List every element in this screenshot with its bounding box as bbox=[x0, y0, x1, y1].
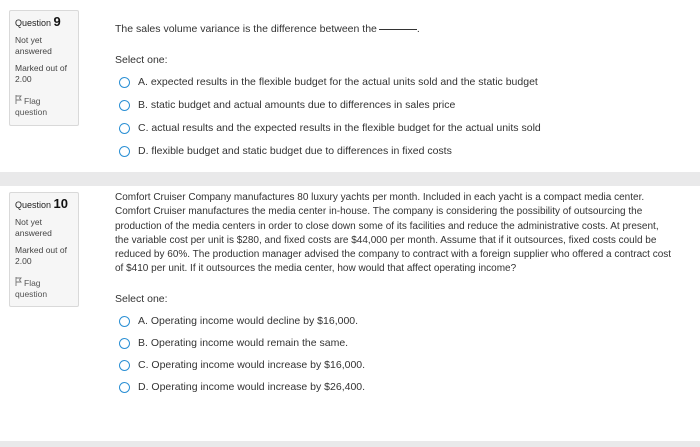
blank-suffix: . bbox=[416, 23, 420, 35]
question-state: Not yet answered bbox=[15, 35, 52, 56]
answer-option-c[interactable] bbox=[115, 358, 675, 373]
answer-option-a[interactable] bbox=[115, 314, 675, 329]
radio-button[interactable] bbox=[119, 77, 130, 88]
answer-option-c[interactable] bbox=[115, 121, 675, 136]
question-info-panel bbox=[9, 10, 79, 126]
question-text: Comfort Cruiser Company manufactures 80 luxury yachts per month. Included in each yacht is a compact media center. Comfort Cruiser manufactures the media center in-house. The company is considering the possibility of outsourcing the production of the media centers in order to close down some of its facilities and reduce the administrative costs. At present, the variable cost per unit is $280, and fixed costs are $44,000 per month. Assume that if it outsources, fixed costs could be reduced by 60%. The production manager advised the company to contract with a foreign supplier who offered a contract cost of $410 per unit. If it outsources the media center, how would that affect operating income? bbox=[115, 192, 672, 275]
answer-label[interactable]: C. Operating income would increase by $16,000. bbox=[138, 358, 366, 371]
answer-label[interactable]: B. static budget and actual amounts due to differences in sales price bbox=[138, 99, 456, 111]
question-grade: Marked out of 2.00 bbox=[15, 245, 67, 266]
answer-label[interactable]: A. Operating income would decline by $16,000. bbox=[138, 314, 359, 327]
answer-label[interactable]: D. Operating income would increase by $26,400. bbox=[138, 380, 366, 393]
radio-button[interactable] bbox=[119, 100, 130, 111]
question-text-body: The sales volume variance is the difference between the bbox=[115, 23, 377, 35]
answer-label[interactable]: B. Operating income would remain the same. bbox=[138, 336, 349, 349]
answer-label[interactable]: A. expected results in the flexible budget for the actual units sold and the static budget bbox=[138, 76, 538, 88]
question-text bbox=[115, 22, 675, 37]
question-label: Question bbox=[15, 18, 52, 28]
flag-question-label: Flag question bbox=[15, 96, 48, 117]
question-9-block bbox=[0, 0, 700, 172]
question-number-value: 10 bbox=[53, 196, 69, 211]
radio-button[interactable] bbox=[119, 146, 130, 157]
flag-question-link[interactable] bbox=[15, 277, 74, 300]
flag-question-link[interactable] bbox=[15, 95, 74, 118]
answer-option-d[interactable] bbox=[115, 380, 675, 395]
question-number-value: 9 bbox=[53, 14, 61, 29]
question-state: Not yet answered bbox=[15, 217, 52, 238]
answer-option-d[interactable] bbox=[115, 144, 675, 159]
answer-option-b[interactable] bbox=[115, 98, 675, 113]
select-one-prompt: Select one: bbox=[115, 292, 168, 305]
question-number bbox=[15, 16, 74, 29]
answer-blank bbox=[379, 28, 417, 30]
radio-button[interactable] bbox=[119, 360, 130, 371]
question-info-panel bbox=[9, 192, 79, 307]
radio-button[interactable] bbox=[119, 123, 130, 134]
question-number bbox=[15, 198, 74, 211]
select-one-prompt: Select one: bbox=[115, 54, 168, 66]
flag-question-label: Flag question bbox=[15, 278, 48, 299]
question-content bbox=[115, 191, 675, 402]
answer-option-b[interactable] bbox=[115, 336, 675, 351]
radio-button[interactable] bbox=[119, 338, 130, 349]
question-grade: Marked out of 2.00 bbox=[15, 63, 67, 84]
flag-icon bbox=[15, 95, 22, 107]
question-content bbox=[115, 22, 675, 167]
answer-label[interactable]: D. flexible budget and static budget due to differences in fixed costs bbox=[138, 145, 452, 157]
radio-button[interactable] bbox=[119, 382, 130, 393]
flag-icon bbox=[15, 277, 22, 289]
answer-option-a[interactable] bbox=[115, 75, 675, 90]
question-10-block bbox=[0, 186, 700, 441]
question-label: Question bbox=[15, 200, 52, 210]
answer-label[interactable]: C. actual results and the expected results in the flexible budget for the actual units sold bbox=[138, 122, 541, 134]
radio-button[interactable] bbox=[119, 316, 130, 327]
